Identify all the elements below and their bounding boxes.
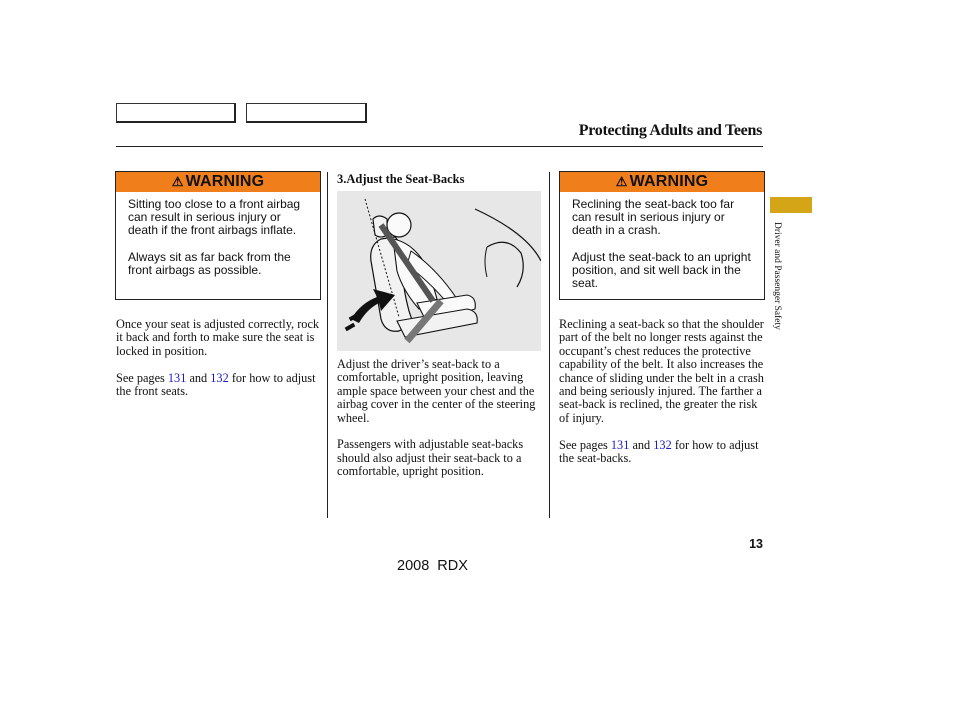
footer-model: 2008 RDX	[397, 558, 468, 574]
nav-button-previous[interactable]	[116, 103, 236, 123]
page-title: Protecting Adults and Teens	[578, 122, 762, 139]
column-2-text	[337, 358, 542, 492]
warning-box-recline	[559, 171, 765, 300]
warning-triangle-icon: ⚠	[615, 174, 628, 189]
warning-header	[116, 172, 320, 192]
page-link-131[interactable]: 131	[610, 437, 630, 452]
warning-paragraph: Reclining the seat-back too far can result in serious injury or death in a crash.	[572, 197, 735, 237]
body-paragraph: Adjust the driver’s seat-back to a comfortable, upright position, leaving ample space between your chest and the airbag cover in the center of the steering wheel.	[337, 357, 536, 425]
nav-button-next[interactable]	[246, 103, 367, 123]
warning-heading: WARNING	[185, 173, 265, 190]
title-rule	[116, 146, 763, 147]
column-divider-1	[327, 172, 328, 518]
see-pages-paragraph: See pages 131 and 132 for how to adjust the front seats.	[116, 370, 316, 399]
page-link-132[interactable]: 132	[210, 370, 229, 385]
column-1-text	[116, 318, 321, 412]
body-paragraph: Once your seat is adjusted correctly, rock it back and forth to make sure the seat is locked in position.	[116, 317, 320, 358]
page-number: 13	[749, 537, 763, 551]
body-paragraph: Reclining a seat-back so that the shoulder part of the belt no longer rests against the occupant’s chest reduces the protective capability of the belt. It also increases the chance of sliding under the belt in a crash and being seriously injured. The farther a seat-back is reclined, the greater the risk of injury.	[559, 317, 764, 425]
body-paragraph: Passengers with adjustable seat-backs should also adjust their seat-back to a comfortable, upright position.	[337, 437, 524, 479]
warning-header	[560, 172, 764, 192]
section-side-label-wrap	[768, 222, 786, 362]
column-3-text	[559, 318, 764, 479]
warning-paragraph: Adjust the seat-back to an upright position, and sit well back in the seat.	[572, 250, 751, 290]
warning-paragraph: Always sit as far back from the front airbags as possible.	[128, 250, 291, 277]
warning-heading: WARNING	[629, 173, 709, 190]
see-pages-paragraph: See pages 131 and 132 for how to adjust the seat-backs.	[559, 437, 759, 466]
seat-back-illustration	[337, 191, 541, 351]
warning-paragraph: Sitting too close to a front airbag can result in serious injury or death if the front airbags inflate.	[128, 197, 301, 237]
warning-triangle-icon: ⚠	[171, 174, 184, 189]
section-heading: 3.Adjust the Seat-Backs	[337, 172, 465, 186]
page-link-131[interactable]: 131	[167, 370, 187, 385]
section-side-tab	[770, 197, 812, 213]
warning-box-airbag	[115, 171, 321, 300]
section-side-label: Driver and Passenger Safety	[772, 222, 782, 330]
page-link-132[interactable]: 132	[653, 437, 672, 452]
column-divider-2	[549, 172, 550, 518]
